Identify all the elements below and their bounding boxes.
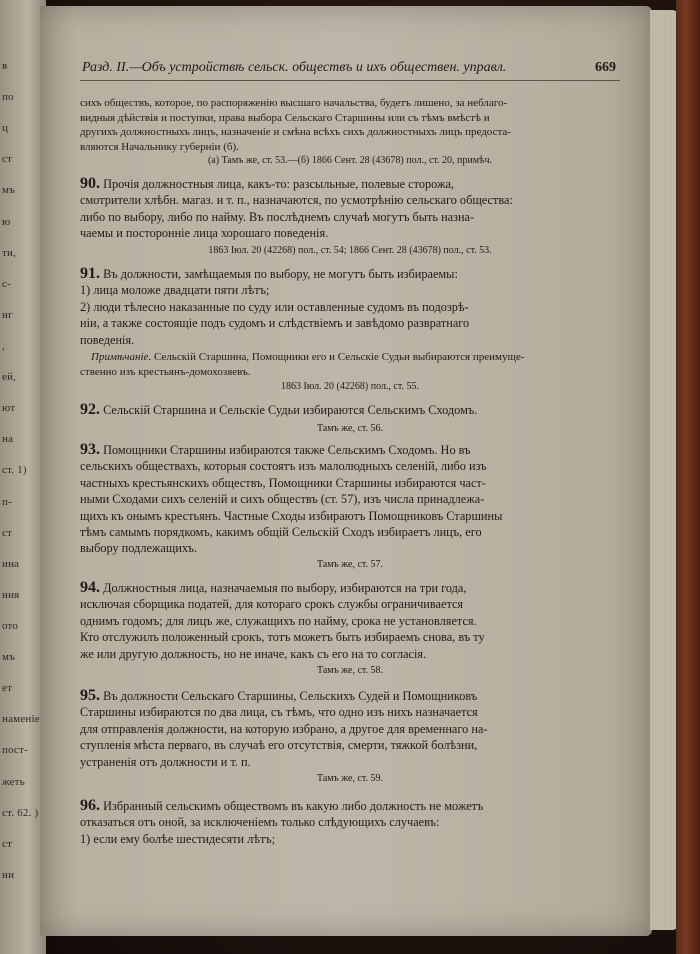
- source-citation: Тамъ же, ст. 57.: [316, 559, 384, 570]
- text-line: Сельскій Старшина и Сельскіе Судьи избираются Сельскимъ Сходомъ.: [103, 403, 478, 417]
- text-line: устраненія отъ должности и т. п.: [80, 754, 251, 769]
- carryover-paragraph: [80, 96, 620, 154]
- text-line: другихъ должностныхъ лицъ, назначеніе и смѣна всѣхъ сихъ должностныхъ лицъ предоста-: [80, 126, 511, 138]
- article-93: [80, 442, 620, 557]
- left-page-fragment: ют: [2, 402, 16, 415]
- article-91-note: [80, 350, 620, 379]
- running-header: [80, 58, 620, 81]
- text-line: выбору подлежащихъ.: [80, 541, 198, 556]
- text-line: отказаться отъ оной, за исключеніемъ только слѣдующихъ случаевъ:: [80, 815, 440, 830]
- left-page-fragment: мъ: [2, 184, 16, 197]
- article-number: 93.: [80, 441, 100, 458]
- text-line: видныя дѣйствія и поступки, права выбора Сельскаго Старшины или съ тѣмъ вмѣстѣ и: [80, 111, 490, 124]
- source-citation: Тамъ же, ст. 56.: [316, 423, 384, 434]
- left-page-fragment: ст: [2, 526, 13, 539]
- source-citation: Тамъ же, ст. 59.: [316, 773, 384, 784]
- text-line: частныхъ крестьянскихъ обществъ, Помощники Старшины избираются част-: [80, 475, 486, 490]
- left-page-fragment: с-: [2, 277, 11, 290]
- left-page-fragment: ст: [2, 837, 13, 850]
- left-page-fragment: по: [2, 91, 14, 104]
- left-page-fragment: ет: [2, 682, 13, 695]
- left-page-fragment: мъ: [2, 651, 16, 664]
- left-page-fragment: пост-: [2, 744, 29, 757]
- left-page-fragment: в: [2, 60, 8, 72]
- text-line: однимъ годомъ; для лицъ же, служащихъ по найму, срока не установляется.: [80, 613, 477, 628]
- article-94: [80, 580, 620, 662]
- text-line: щихъ къ онымъ крестьянъ. Частные Сходы избираютъ Помощниковъ Старшины: [80, 508, 503, 523]
- left-page-fragment: наменіе: [2, 713, 40, 726]
- text-line: же или другую должность, но не иначе, какъ съ его на то согласія.: [80, 646, 427, 661]
- article-number: 90.: [80, 175, 100, 192]
- book-cover-edge: [676, 0, 700, 954]
- text-line: 2) люди тѣлесно наказанные по суду или оставленные судомъ въ подозрѣ-: [80, 299, 469, 314]
- text-line: Въ должности Сельскаго Старшины, Сельскихъ Судей и Помощниковъ: [103, 689, 478, 703]
- left-page-fragment: ст: [2, 153, 13, 166]
- source-citation: 1863 Іюл. 20 (42268) пол., ст. 55.: [281, 381, 419, 392]
- text-line: либо по выбору, либо по найму. Въ послѣднемъ случаѣ могутъ быть назна-: [80, 209, 475, 224]
- text-line: ственно изъ крестьянъ-домохозяевъ.: [80, 365, 251, 378]
- article-number: 96.: [80, 797, 100, 814]
- text-line: смотрители хлѣбн. магаз. и т. п., назначаются, по усмотрѣнію сельскаго общества:: [80, 193, 513, 208]
- left-page-fragment: ст. 62. ): [2, 806, 39, 819]
- text-line: ніи, а также состоящіе подъ судомъ и слѣдствіемъ и завѣдомо развратнаго: [80, 316, 470, 331]
- source-citation: 1863 Іюл. 20 (42268) пол., ст. 54; 1866 Сент. 28 (43678) пол., ст. 53.: [208, 245, 492, 256]
- text-line: поведенія.: [80, 332, 135, 347]
- article-91: [80, 266, 620, 348]
- text-line: для отправленія должности, на которую избрано, а другое для временнаго на-: [80, 721, 488, 736]
- text-line: Сельскій Старшина, Помощники его и Сельскіе Судьи выбираются преимуще-: [153, 351, 525, 363]
- left-page-fragment: ю: [2, 215, 11, 228]
- source-citation: (а) Тамъ же, ст. 53.—(б) 1866 Сент. 28 (43678) пол., ст. 20, примѣч.: [207, 155, 493, 166]
- article-92: [80, 402, 620, 418]
- running-title: Разд. II.—Объ устройствѣ сельск. обществъ и ихъ обществен. управл.: [82, 60, 507, 75]
- left-page-fragment: ти,: [2, 246, 17, 259]
- text-line: Должностныя лица, назначаемыя по выбору, избираются на три года,: [103, 581, 467, 595]
- left-page-fragment: на: [2, 433, 14, 446]
- text-line: Кто отслужилъ положенный срокъ, тотъ можетъ быть избираемъ снова, въ ту: [80, 630, 485, 645]
- left-page-fragment: ц: [2, 122, 9, 135]
- text-line: 1) если ему болѣе шестидесяти лѣтъ;: [80, 831, 276, 846]
- left-page-fragment: ,: [2, 340, 5, 352]
- left-page-fragment: ото: [2, 620, 19, 632]
- text-line: ступленія мѣста перваго, въ случаѣ его отсутствія, смерти, тяжкой болѣзни,: [80, 738, 478, 753]
- text-line: чаемы и посторонніе лица хорошаго поведенія.: [80, 226, 329, 241]
- left-page-fragment: ей,: [2, 371, 17, 384]
- page-number: 669: [595, 60, 616, 75]
- text-line: Прочія должностныя лица, какъ-то: разсыльные, полевые сторожа,: [103, 177, 454, 191]
- text-line: сельскихъ обществахъ, которыя состоятъ изъ малолюдныхъ селеній, либо изъ: [80, 459, 487, 474]
- text-line: Въ должности, замѣщаемыя по выбору, не могутъ быть избираемы:: [103, 267, 458, 281]
- left-page-fragment: ни: [2, 868, 15, 881]
- text-line: сихъ обществъ, которое, по распоряженію высшаго начальства, будетъ лишено, за неблаго-: [80, 97, 508, 109]
- article-95: [80, 688, 620, 770]
- article-number: 94.: [80, 579, 100, 596]
- left-page-fragment: п-: [2, 495, 12, 508]
- text-line: Старшины избираются по два лица, съ тѣмъ, что одно изъ нихъ назначается: [80, 705, 478, 720]
- source-citation: Тамъ же, ст. 58.: [316, 665, 384, 676]
- text-line: 1) лица моложе двадцати пяти лѣтъ;: [80, 283, 270, 298]
- note-label: Примѣчаніе.: [91, 351, 152, 363]
- text-line: исключая сборщика податей, для котораго срокъ службы ограничивается: [80, 597, 464, 612]
- text-line: вляются Начальнику губерніи (б).: [80, 140, 239, 153]
- text-line: Помощники Старшины избираются также Сельскимъ Сходомъ. Но въ: [103, 443, 471, 457]
- text-line: ными Сходами сихъ селеній и сихъ обществъ (ст. 57), изъ числа принадлежа-: [80, 492, 485, 507]
- text-line: тѣмъ самымъ порядкомъ, какимъ общій Сельскій Сходъ избираетъ лицъ, его: [80, 525, 482, 540]
- left-page-fragment: ина: [2, 557, 20, 570]
- left-page-fragment: жеть: [2, 775, 25, 788]
- article-number: 91.: [80, 265, 100, 282]
- text-line: Избранный сельскимъ обществомъ въ какую либо должность не можетъ: [103, 799, 484, 813]
- left-page-fragment: нг: [2, 308, 13, 321]
- article-90: [80, 176, 620, 242]
- article-96: [80, 798, 620, 847]
- article-number: 95.: [80, 687, 100, 704]
- left-page-fragment: ст. 1): [2, 464, 27, 477]
- article-number: 92.: [80, 401, 100, 418]
- left-page-fragment: ния: [2, 588, 20, 601]
